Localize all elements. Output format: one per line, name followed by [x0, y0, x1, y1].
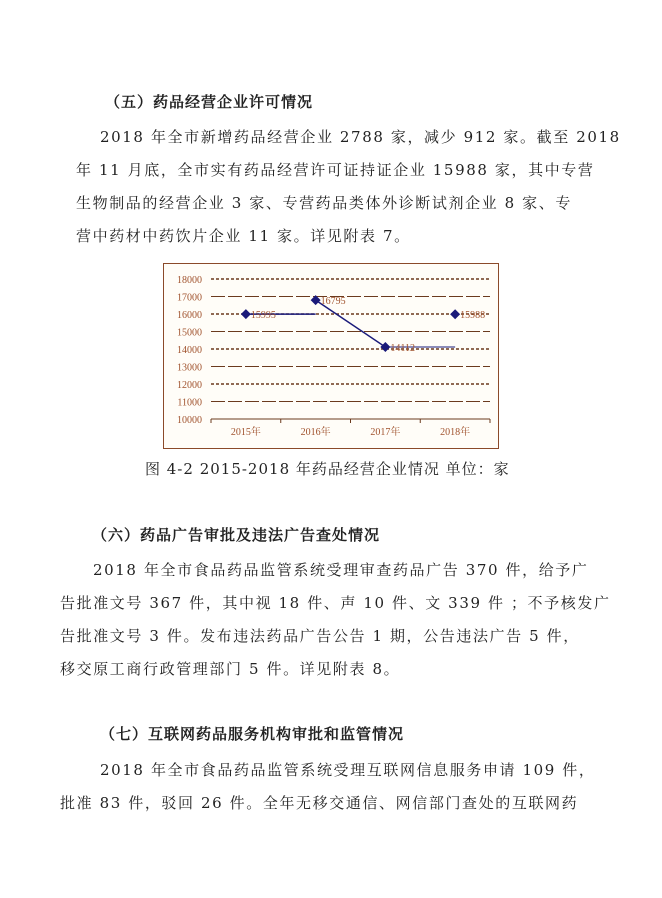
- section7-heading: （七）互联网药品服务机构审批和监管情况: [100, 725, 405, 743]
- figure-caption: 图 4-2 2015-2018 年药品经营企业情况 单位：家: [145, 460, 510, 478]
- svg-text:2015年: 2015年: [230, 427, 261, 438]
- section5-heading: （五）药品经营企业许可情况: [105, 93, 314, 111]
- svg-text:14112: 14112: [390, 343, 416, 355]
- svg-text:15988: 15988: [460, 310, 486, 322]
- section5-para-line: 营中药材中药饮片企业 11 家。详见附表 7。: [76, 227, 411, 245]
- svg-text:15995: 15995: [250, 310, 276, 322]
- section6-para-line: 告批准文号 367 件，其中视 18 件、声 10 件、文 339 件 ；不予核发广: [60, 594, 611, 612]
- svg-text:2017年: 2017年: [370, 427, 401, 438]
- section6-para-line: 告批准文号 3 件。发布违法药品广告公告 1 期，公告违法广告 5 件，: [60, 627, 580, 645]
- section7-para-line: 批准 83 件，驳回 26 件。全年无移交通信、网信部门查处的互联网药: [60, 794, 579, 812]
- svg-text:18000: 18000: [177, 275, 202, 286]
- svg-text:17000: 17000: [177, 292, 202, 304]
- section7-para-line: 2018 年全市食品药品监管系统受理互联网信息服务申请 109 件，: [100, 761, 596, 779]
- section5-para-line: 2018 年全市新增药品经营企业 2788 家，减少 912 家。截至 2018: [100, 128, 621, 146]
- section5-para-line: 生物制品的经营企业 3 家、专营药品类体外诊断试剂企业 8 家、专: [76, 194, 572, 212]
- svg-text:16000: 16000: [177, 310, 202, 321]
- svg-text:14000: 14000: [177, 345, 202, 356]
- svg-text:12000: 12000: [177, 380, 202, 391]
- chart-canvas: [164, 264, 498, 448]
- svg-text:13000: 13000: [177, 362, 202, 374]
- line-chart: [163, 263, 499, 449]
- svg-text:15000: 15000: [177, 327, 202, 339]
- section6-heading: （六）药品广告审批及违法广告查处情况: [92, 526, 381, 544]
- svg-text:2018年: 2018年: [440, 427, 471, 438]
- section5-para-line: 年 11 月底，全市实有药品经营许可证持证企业 15988 家，其中专营: [76, 161, 595, 179]
- section6-para-line: 2018 年全市食品药品监管系统受理审查药品广告 370 件，给予广: [93, 561, 589, 579]
- section6-para-line: 移交原工商行政管理部门 5 件。详见附表 8。: [60, 660, 401, 678]
- svg-text:11000: 11000: [177, 397, 202, 409]
- svg-text:10000: 10000: [177, 415, 202, 426]
- svg-text:16795: 16795: [320, 296, 346, 308]
- svg-text:2016年: 2016年: [300, 427, 331, 438]
